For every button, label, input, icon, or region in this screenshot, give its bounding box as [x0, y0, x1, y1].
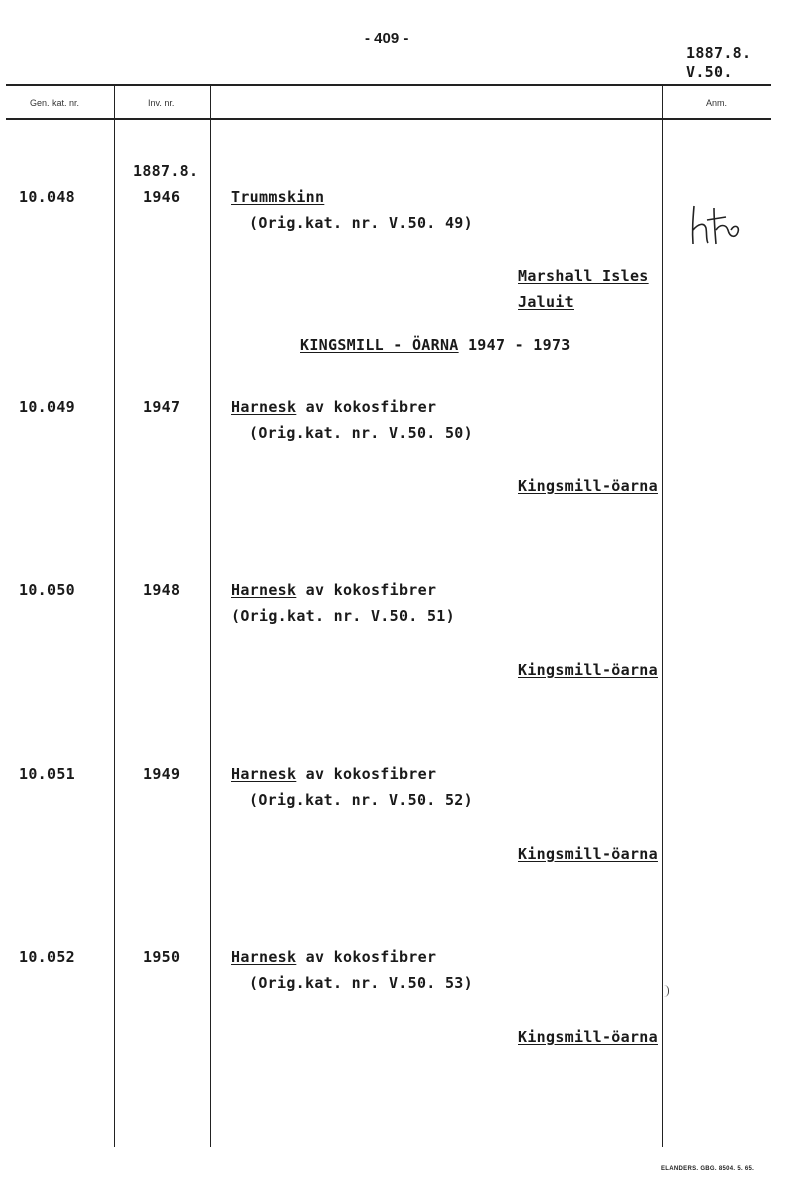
- section-heading-range: 1947 - 1973: [467, 336, 571, 354]
- page-number: - 409 -: [365, 30, 409, 47]
- orig-kat-nr: (Orig.kat. nr. V.50. 50): [249, 424, 473, 442]
- gen-kat-nr: 10.051: [19, 765, 75, 783]
- object-title-rest: av kokosfibrer: [296, 398, 437, 416]
- orig-kat-nr: (Orig.kat. nr. V.50. 52): [249, 791, 473, 809]
- object-title-line: [231, 948, 436, 966]
- column-divider-2: [210, 85, 211, 1147]
- printer-mark: ELANDERS. GBG. 8504. 5. 65.: [661, 1166, 755, 1172]
- place-name: Marshall Isles: [518, 267, 649, 285]
- gen-kat-nr: 10.048: [19, 188, 75, 206]
- inv-nr: 1947: [143, 398, 181, 416]
- object-title: Harnesk: [231, 765, 297, 783]
- column-header-gen-kat-nr: Gen. kat. nr.: [30, 98, 80, 108]
- object-title: Harnesk: [231, 398, 297, 416]
- object-title: Trummskinn: [231, 188, 325, 206]
- inv-nr: 1948: [143, 581, 181, 599]
- object-title-rest: av kokosfibrer: [296, 765, 437, 783]
- header-code-line-1: 1887.8.: [686, 44, 752, 62]
- object-title-rest: av kokosfibrer: [296, 948, 437, 966]
- column-header-inv-nr: Inv. nr.: [148, 98, 175, 108]
- column-divider-1: [114, 85, 115, 1147]
- orig-kat-nr: (Orig.kat. nr. V.50. 53): [249, 974, 473, 992]
- orig-kat-nr: (Orig.kat. nr. V.50. 49): [249, 214, 473, 232]
- gen-kat-nr: 10.052: [19, 948, 75, 966]
- place-name: Kingsmill-öarna: [518, 661, 658, 679]
- object-title: Harnesk: [231, 581, 297, 599]
- object-title-line: [231, 581, 436, 599]
- object-title-line: [231, 398, 436, 416]
- header-top-rule: [6, 84, 771, 86]
- section-heading-title: KINGSMILL - ÖARNA: [300, 336, 459, 354]
- inv-nr: 1950: [143, 948, 181, 966]
- gen-kat-nr: 10.050: [19, 581, 75, 599]
- gen-kat-nr: 10.049: [19, 398, 75, 416]
- place-name: Kingsmill-öarna: [518, 845, 658, 863]
- object-title-line: [231, 765, 436, 783]
- section-heading: [300, 336, 571, 354]
- orig-kat-nr: (Orig.kat. nr. V.50. 51): [231, 607, 455, 625]
- header-bottom-rule: [6, 118, 771, 120]
- object-title: Harnesk: [231, 948, 297, 966]
- header-code-line-2: V.50.: [686, 63, 733, 81]
- column-header-anm: Anm.: [706, 98, 728, 108]
- place-name: Kingsmill-öarna: [518, 477, 658, 495]
- margin-mark: [664, 985, 669, 997]
- place-name: Kingsmill-öarna: [518, 1028, 658, 1046]
- place-subname: Jaluit: [518, 293, 574, 311]
- inv-group-label: 1887.8.: [133, 162, 199, 180]
- handwritten-annotation-signature: [684, 200, 748, 250]
- inv-nr: 1949: [143, 765, 181, 783]
- inv-nr: 1946: [143, 188, 181, 206]
- object-title-rest: av kokosfibrer: [296, 581, 437, 599]
